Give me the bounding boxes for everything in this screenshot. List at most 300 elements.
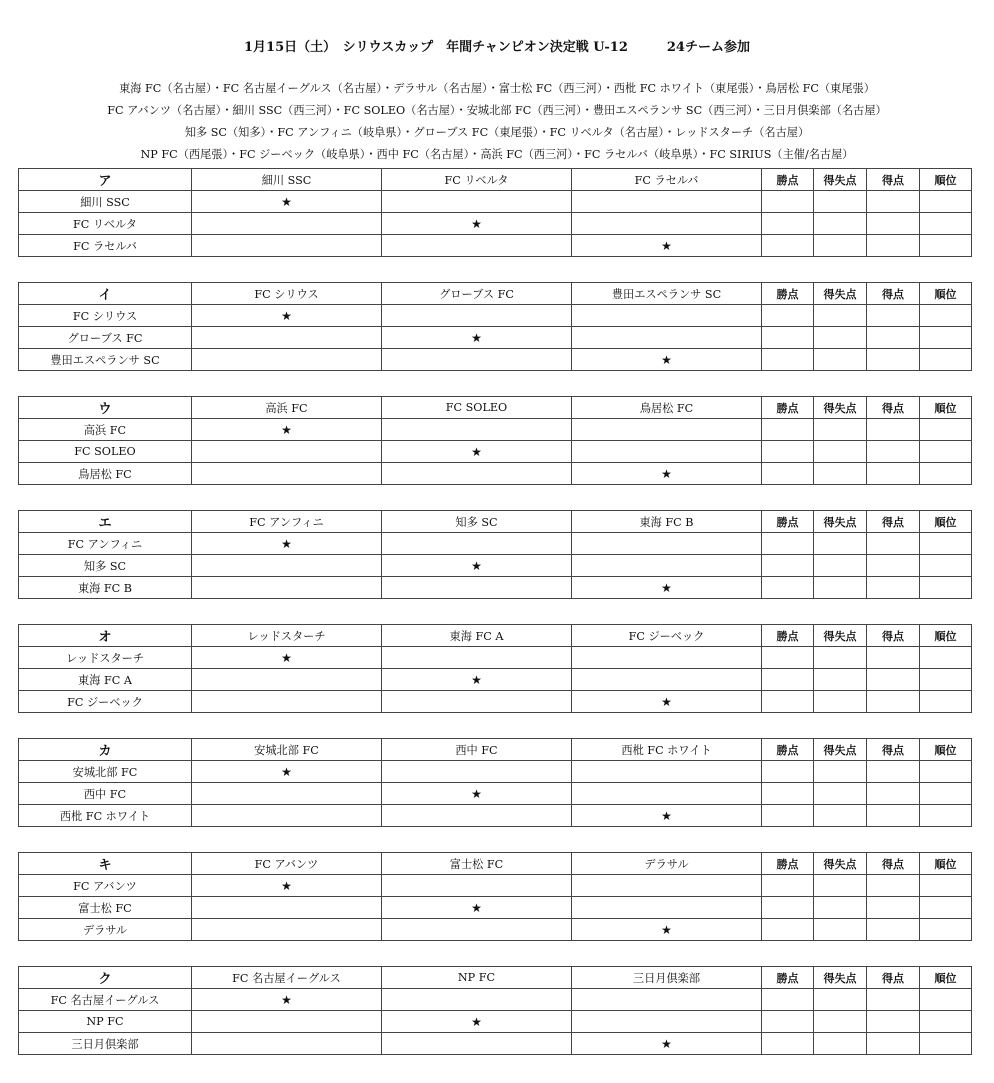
- result-cell: [192, 1011, 382, 1033]
- stat-cell: [920, 327, 972, 349]
- stat-cell: [920, 235, 972, 257]
- result-cell: [192, 463, 382, 485]
- team-row: [19, 1033, 972, 1055]
- result-cell: [382, 919, 572, 941]
- stat-cell: [867, 1011, 920, 1033]
- stat-cell: [920, 783, 972, 805]
- team-row: [19, 875, 972, 897]
- result-cell: [192, 919, 382, 941]
- result-cell: [572, 1011, 762, 1033]
- result-cell: [382, 647, 572, 669]
- stat-header: 順位: [920, 283, 972, 305]
- opponent-header: 西中 FC: [382, 739, 572, 761]
- group-label: ア: [19, 169, 192, 191]
- self-match-star: ★: [382, 327, 572, 349]
- stat-cell: [920, 691, 972, 713]
- team-row: [19, 989, 972, 1011]
- stat-header: 得点: [867, 739, 920, 761]
- result-cell: [382, 875, 572, 897]
- teams-line: 東海 FC（名古屋）・FC 名古屋イーグルス（名古屋）・デラサル（名古屋）・富士松 FC（西三河）・西枇 FC ホワイト（東尾張）・鳥居松 FC（東尾張）: [119, 82, 875, 95]
- stat-cell: [867, 555, 920, 577]
- stat-header: 得失点: [814, 169, 867, 191]
- stat-cell: [920, 191, 972, 213]
- stat-cell: [920, 1033, 972, 1055]
- stat-cell: [762, 419, 814, 441]
- stat-cell: [762, 305, 814, 327]
- team-name: デラサル: [19, 919, 192, 941]
- stat-cell: [920, 805, 972, 827]
- stat-cell: [762, 875, 814, 897]
- stat-cell: [762, 555, 814, 577]
- stat-cell: [814, 213, 867, 235]
- stat-header: 勝点: [762, 397, 814, 419]
- stat-cell: [814, 463, 867, 485]
- stat-cell: [867, 783, 920, 805]
- self-match-star: ★: [382, 897, 572, 919]
- team-row: [19, 305, 972, 327]
- stat-cell: [814, 1033, 867, 1055]
- stat-cell: [920, 1011, 972, 1033]
- stat-cell: [867, 669, 920, 691]
- stat-cell: [920, 213, 972, 235]
- team-name: レッドスターチ: [19, 647, 192, 669]
- stat-cell: [867, 761, 920, 783]
- stat-cell: [920, 577, 972, 599]
- team-row: [19, 647, 972, 669]
- stat-cell: [920, 555, 972, 577]
- team-name: FC ジーベック: [19, 691, 192, 713]
- opponent-header: 豊田エスペランサ SC: [572, 283, 762, 305]
- self-match-star: ★: [572, 577, 762, 599]
- stat-header: 勝点: [762, 853, 814, 875]
- stat-cell: [762, 577, 814, 599]
- self-match-star: ★: [192, 533, 382, 555]
- result-cell: [382, 761, 572, 783]
- result-cell: [382, 419, 572, 441]
- result-cell: [572, 647, 762, 669]
- result-cell: [572, 441, 762, 463]
- stat-cell: [814, 691, 867, 713]
- stat-cell: [762, 919, 814, 941]
- opponent-header: デラサル: [572, 853, 762, 875]
- stat-header: 順位: [920, 625, 972, 647]
- team-row: [19, 235, 972, 257]
- stat-cell: [920, 875, 972, 897]
- self-match-star: ★: [572, 1033, 762, 1055]
- opponent-header: レッドスターチ: [192, 625, 382, 647]
- stat-cell: [867, 919, 920, 941]
- team-name: 西中 FC: [19, 783, 192, 805]
- team-row: [19, 213, 972, 235]
- stat-header: 得失点: [814, 967, 867, 989]
- opponent-header: FC シリウス: [192, 283, 382, 305]
- team-row: [19, 349, 972, 371]
- stat-header: 得点: [867, 397, 920, 419]
- stat-cell: [920, 761, 972, 783]
- stat-cell: [920, 897, 972, 919]
- group-header-row: [19, 967, 972, 989]
- group-label: エ: [19, 511, 192, 533]
- result-cell: [382, 533, 572, 555]
- self-match-star: ★: [572, 235, 762, 257]
- self-match-star: ★: [382, 783, 572, 805]
- stat-cell: [867, 441, 920, 463]
- team-name: FC ラセルバ: [19, 235, 192, 257]
- team-name: 三日月倶楽部: [19, 1033, 192, 1055]
- self-match-star: ★: [192, 875, 382, 897]
- self-match-star: ★: [382, 555, 572, 577]
- team-name: 東海 FC B: [19, 577, 192, 599]
- opponent-header: 細川 SSC: [192, 169, 382, 191]
- stat-header: 得失点: [814, 853, 867, 875]
- self-match-star: ★: [572, 691, 762, 713]
- team-row: [19, 669, 972, 691]
- team-name: FC 名古屋イーグルス: [19, 989, 192, 1011]
- result-cell: [382, 305, 572, 327]
- result-cell: [572, 783, 762, 805]
- page-title: 1月15日（土） シリウスカップ 年間チャンピオン決定戦 U-12 24チーム参加: [244, 40, 750, 55]
- stat-cell: [814, 669, 867, 691]
- result-cell: [192, 897, 382, 919]
- group-label: ウ: [19, 397, 192, 419]
- opponent-header: 富士松 FC: [382, 853, 572, 875]
- stat-header: 順位: [920, 397, 972, 419]
- stat-cell: [762, 805, 814, 827]
- group-header-row: [19, 739, 972, 761]
- stat-cell: [762, 463, 814, 485]
- result-cell: [382, 989, 572, 1011]
- stat-cell: [762, 1033, 814, 1055]
- self-match-star: ★: [572, 463, 762, 485]
- stat-cell: [762, 1011, 814, 1033]
- group-table: [18, 510, 972, 599]
- stat-header: 順位: [920, 169, 972, 191]
- stat-header: 得失点: [814, 397, 867, 419]
- stat-cell: [920, 463, 972, 485]
- result-cell: [572, 305, 762, 327]
- team-row: [19, 691, 972, 713]
- stat-cell: [867, 305, 920, 327]
- stat-cell: [920, 919, 972, 941]
- opponent-header: 東海 FC A: [382, 625, 572, 647]
- stat-cell: [867, 213, 920, 235]
- stat-cell: [867, 349, 920, 371]
- stat-cell: [814, 897, 867, 919]
- stat-cell: [867, 647, 920, 669]
- team-row: [19, 919, 972, 941]
- stat-header: 順位: [920, 511, 972, 533]
- stat-header: 得点: [867, 283, 920, 305]
- team-row: [19, 191, 972, 213]
- group-table: [18, 966, 972, 1055]
- group-label: カ: [19, 739, 192, 761]
- stat-header: 得点: [867, 853, 920, 875]
- stat-cell: [814, 555, 867, 577]
- team-row: [19, 441, 972, 463]
- team-row: [19, 555, 972, 577]
- team-name: 鳥居松 FC: [19, 463, 192, 485]
- stat-cell: [867, 875, 920, 897]
- opponent-header: 鳥居松 FC: [572, 397, 762, 419]
- group-label: ク: [19, 967, 192, 989]
- stat-cell: [762, 191, 814, 213]
- stat-cell: [867, 805, 920, 827]
- stat-header: 勝点: [762, 625, 814, 647]
- opponent-header: 安城北部 FC: [192, 739, 382, 761]
- stat-cell: [814, 875, 867, 897]
- stat-cell: [814, 1011, 867, 1033]
- stat-header: 勝点: [762, 739, 814, 761]
- team-row: [19, 783, 972, 805]
- stat-header: 得点: [867, 169, 920, 191]
- stat-header: 得点: [867, 511, 920, 533]
- opponent-header: FC ラセルバ: [572, 169, 762, 191]
- result-cell: [382, 463, 572, 485]
- result-cell: [192, 235, 382, 257]
- team-name: FC シリウス: [19, 305, 192, 327]
- stat-cell: [814, 327, 867, 349]
- self-match-star: ★: [572, 349, 762, 371]
- stat-cell: [762, 647, 814, 669]
- team-name: 細川 SSC: [19, 191, 192, 213]
- group-table: [18, 282, 972, 371]
- group-header-row: [19, 511, 972, 533]
- opponent-header: 知多 SC: [382, 511, 572, 533]
- stat-cell: [814, 533, 867, 555]
- opponent-header: FC ジーベック: [572, 625, 762, 647]
- stat-cell: [814, 441, 867, 463]
- self-match-star: ★: [382, 441, 572, 463]
- teams-line: FC アバンツ（名古屋）・細川 SSC（西三河）・FC SOLEO（名古屋）・安城北部 FC（西三河）・豊田エスペランサ SC（西三河）・三日月倶楽部（名古屋）: [107, 104, 887, 117]
- stat-cell: [814, 761, 867, 783]
- stat-cell: [762, 989, 814, 1011]
- stat-cell: [867, 235, 920, 257]
- stat-cell: [920, 533, 972, 555]
- team-name: FC アバンツ: [19, 875, 192, 897]
- stat-cell: [867, 989, 920, 1011]
- stat-cell: [814, 577, 867, 599]
- stat-cell: [762, 783, 814, 805]
- group-table: [18, 168, 972, 257]
- opponent-header: FC SOLEO: [382, 397, 572, 419]
- result-cell: [572, 669, 762, 691]
- result-cell: [192, 805, 382, 827]
- team-name: FC アンフィニ: [19, 533, 192, 555]
- result-cell: [382, 1033, 572, 1055]
- stat-header: 得失点: [814, 739, 867, 761]
- group-header-row: [19, 625, 972, 647]
- result-cell: [572, 191, 762, 213]
- opponent-header: 東海 FC B: [572, 511, 762, 533]
- group-table: [18, 852, 972, 941]
- opponent-header: 三日月倶楽部: [572, 967, 762, 989]
- stat-cell: [814, 783, 867, 805]
- stat-cell: [762, 349, 814, 371]
- result-cell: [572, 897, 762, 919]
- team-row: [19, 327, 972, 349]
- stat-cell: [920, 647, 972, 669]
- stat-header: 順位: [920, 739, 972, 761]
- stat-cell: [762, 761, 814, 783]
- stat-cell: [762, 441, 814, 463]
- stat-header: 得点: [867, 967, 920, 989]
- self-match-star: ★: [192, 305, 382, 327]
- team-row: [19, 419, 972, 441]
- group-label: キ: [19, 853, 192, 875]
- self-match-star: ★: [572, 805, 762, 827]
- stat-cell: [762, 533, 814, 555]
- stat-header: 勝点: [762, 283, 814, 305]
- stat-cell: [920, 419, 972, 441]
- result-cell: [192, 1033, 382, 1055]
- opponent-header: FC 名古屋イーグルス: [192, 967, 382, 989]
- result-cell: [572, 989, 762, 1011]
- stat-cell: [762, 327, 814, 349]
- stat-header: 勝点: [762, 967, 814, 989]
- team-row: [19, 805, 972, 827]
- team-row: [19, 463, 972, 485]
- team-row: [19, 761, 972, 783]
- team-name: FC SOLEO: [19, 441, 192, 463]
- stat-cell: [762, 669, 814, 691]
- group-header-row: [19, 283, 972, 305]
- stat-cell: [920, 349, 972, 371]
- result-cell: [572, 327, 762, 349]
- result-cell: [382, 805, 572, 827]
- stat-cell: [867, 533, 920, 555]
- team-row: [19, 897, 972, 919]
- result-cell: [382, 691, 572, 713]
- result-cell: [192, 669, 382, 691]
- stat-header: 得点: [867, 625, 920, 647]
- self-match-star: ★: [192, 647, 382, 669]
- stat-header: 順位: [920, 967, 972, 989]
- self-match-star: ★: [382, 669, 572, 691]
- stat-cell: [814, 305, 867, 327]
- stat-cell: [814, 349, 867, 371]
- team-name: グローブス FC: [19, 327, 192, 349]
- group-label: オ: [19, 625, 192, 647]
- opponent-header: 西枇 FC ホワイト: [572, 739, 762, 761]
- result-cell: [572, 761, 762, 783]
- opponent-header: 高浜 FC: [192, 397, 382, 419]
- result-cell: [572, 533, 762, 555]
- stat-header: 得失点: [814, 511, 867, 533]
- self-match-star: ★: [572, 919, 762, 941]
- stat-cell: [867, 897, 920, 919]
- team-row: [19, 533, 972, 555]
- self-match-star: ★: [382, 1011, 572, 1033]
- team-name: FC リベルタ: [19, 213, 192, 235]
- stat-cell: [867, 191, 920, 213]
- group-table: [18, 396, 972, 485]
- team-name: 東海 FC A: [19, 669, 192, 691]
- result-cell: [572, 875, 762, 897]
- stat-header: 得失点: [814, 283, 867, 305]
- result-cell: [572, 419, 762, 441]
- team-row: [19, 1011, 972, 1033]
- stat-header: 勝点: [762, 511, 814, 533]
- opponent-header: FC アンフィニ: [192, 511, 382, 533]
- team-name: 西枇 FC ホワイト: [19, 805, 192, 827]
- result-cell: [382, 577, 572, 599]
- stat-cell: [867, 691, 920, 713]
- result-cell: [572, 555, 762, 577]
- stat-cell: [867, 1033, 920, 1055]
- team-name: NP FC: [19, 1011, 192, 1033]
- self-match-star: ★: [192, 761, 382, 783]
- stat-cell: [814, 235, 867, 257]
- opponent-header: グローブス FC: [382, 283, 572, 305]
- stat-cell: [814, 805, 867, 827]
- team-name: 富士松 FC: [19, 897, 192, 919]
- result-cell: [192, 327, 382, 349]
- stat-cell: [920, 989, 972, 1011]
- group-label: イ: [19, 283, 192, 305]
- stat-cell: [920, 669, 972, 691]
- self-match-star: ★: [192, 989, 382, 1011]
- stat-header: 勝点: [762, 169, 814, 191]
- result-cell: [382, 191, 572, 213]
- result-cell: [192, 577, 382, 599]
- stat-cell: [814, 191, 867, 213]
- team-name: 知多 SC: [19, 555, 192, 577]
- result-cell: [382, 349, 572, 371]
- result-cell: [382, 235, 572, 257]
- result-cell: [192, 783, 382, 805]
- teams-line: NP FC（西尾張）・FC ジーベック（岐阜県）・西中 FC（名古屋）・高浜 FC（西三河）・FC ラセルバ（岐阜県）・FC SIRIUS（主催/名古屋）: [140, 148, 854, 161]
- team-row: [19, 577, 972, 599]
- self-match-star: ★: [192, 191, 382, 213]
- team-name: 高浜 FC: [19, 419, 192, 441]
- group-table: [18, 738, 972, 827]
- group-header-row: [19, 169, 972, 191]
- stat-cell: [867, 419, 920, 441]
- stat-cell: [814, 647, 867, 669]
- team-name: 安城北部 FC: [19, 761, 192, 783]
- result-cell: [192, 691, 382, 713]
- opponent-header: NP FC: [382, 967, 572, 989]
- teams-line: 知多 SC（知多）・FC アンフィニ（岐阜県）・グローブス FC（東尾張）・FC リベルタ（名古屋）・レッドスターチ（名古屋）: [184, 126, 810, 139]
- result-cell: [192, 213, 382, 235]
- opponent-header: FC リベルタ: [382, 169, 572, 191]
- group-header-row: [19, 853, 972, 875]
- result-cell: [192, 349, 382, 371]
- participating-teams: [0, 78, 994, 166]
- result-cell: [192, 555, 382, 577]
- result-cell: [572, 213, 762, 235]
- self-match-star: ★: [382, 213, 572, 235]
- stat-cell: [762, 235, 814, 257]
- stat-cell: [867, 463, 920, 485]
- opponent-header: FC アバンツ: [192, 853, 382, 875]
- group-table: [18, 624, 972, 713]
- stat-cell: [814, 919, 867, 941]
- stat-cell: [920, 441, 972, 463]
- stat-cell: [867, 577, 920, 599]
- stat-cell: [762, 897, 814, 919]
- self-match-star: ★: [192, 419, 382, 441]
- stat-cell: [814, 419, 867, 441]
- stat-header: 得失点: [814, 625, 867, 647]
- team-name: 豊田エスペランサ SC: [19, 349, 192, 371]
- stat-cell: [867, 327, 920, 349]
- stat-cell: [762, 213, 814, 235]
- stat-header: 順位: [920, 853, 972, 875]
- stat-cell: [762, 691, 814, 713]
- result-cell: [192, 441, 382, 463]
- stat-cell: [814, 989, 867, 1011]
